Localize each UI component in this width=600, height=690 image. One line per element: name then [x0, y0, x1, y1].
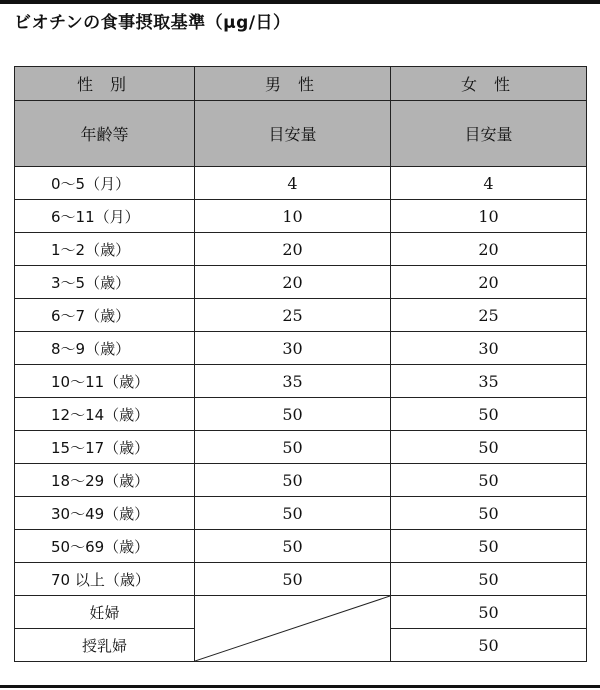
male-value-cell: 50 [195, 563, 391, 596]
header-row-sex [15, 67, 587, 101]
female-value-cell: 50 [391, 530, 587, 563]
age-cell: 6～7（歳） [15, 299, 195, 332]
male-value-cell: 35 [195, 365, 391, 398]
table-row [15, 266, 587, 299]
age-cell: 6～11（月） [15, 200, 195, 233]
female-value-cell: 10 [391, 200, 587, 233]
table-row [15, 563, 587, 596]
header-sex: 性 別 [15, 67, 195, 101]
biotin-intake-table [14, 66, 587, 662]
pregnant-female-value-cell: 50 [391, 596, 587, 629]
header-female: 女 性 [391, 67, 587, 101]
male-value-cell: 50 [195, 431, 391, 464]
male-value-cell: 25 [195, 299, 391, 332]
header-row-measure [15, 101, 587, 167]
age-cell: 70 以上（歳） [15, 563, 195, 596]
female-value-cell: 50 [391, 497, 587, 530]
table-row [15, 167, 587, 200]
diagonal-slash-icon [195, 596, 390, 661]
female-value-cell: 50 [391, 563, 587, 596]
age-cell: 0～5（月） [15, 167, 195, 200]
age-cell: 12～14（歳） [15, 398, 195, 431]
female-value-cell: 50 [391, 398, 587, 431]
table-row [15, 365, 587, 398]
pregnant-label-cell: 妊婦 [15, 596, 195, 629]
male-value-cell: 30 [195, 332, 391, 365]
table-row [15, 233, 587, 266]
bottom-rule [0, 685, 600, 688]
female-value-cell: 30 [391, 332, 587, 365]
header-age-group: 年齢等 [15, 101, 195, 167]
table-row [15, 497, 587, 530]
male-value-cell: 10 [195, 200, 391, 233]
top-rule [0, 0, 600, 4]
age-cell: 1～2（歳） [15, 233, 195, 266]
table-row [15, 464, 587, 497]
age-cell: 8～9（歳） [15, 332, 195, 365]
male-value-cell: 50 [195, 464, 391, 497]
age-cell: 10～11（歳） [15, 365, 195, 398]
female-value-cell: 25 [391, 299, 587, 332]
female-value-cell: 20 [391, 233, 587, 266]
table-row [15, 200, 587, 233]
header-male: 男 性 [195, 67, 391, 101]
male-value-cell: 50 [195, 497, 391, 530]
female-value-cell: 35 [391, 365, 587, 398]
age-cell: 18～29（歳） [15, 464, 195, 497]
table-row [15, 398, 587, 431]
female-value-cell: 50 [391, 464, 587, 497]
age-cell: 50～69（歳） [15, 530, 195, 563]
table-row [15, 299, 587, 332]
age-cell: 15～17（歳） [15, 431, 195, 464]
male-value-cell: 50 [195, 398, 391, 431]
male-value-cell: 4 [195, 167, 391, 200]
lactating-female-value-cell: 50 [391, 629, 587, 662]
male-value-cell: 20 [195, 266, 391, 299]
not-applicable-cell [195, 596, 391, 662]
female-value-cell: 4 [391, 167, 587, 200]
age-cell: 3～5（歳） [15, 266, 195, 299]
age-cell: 30～49（歳） [15, 497, 195, 530]
table-row-pregnant [15, 596, 587, 629]
table-row [15, 530, 587, 563]
female-value-cell: 20 [391, 266, 587, 299]
header-female-adequate-intake: 目安量 [391, 101, 587, 167]
intake-table-container [14, 66, 586, 662]
female-value-cell: 50 [391, 431, 587, 464]
header-male-adequate-intake: 目安量 [195, 101, 391, 167]
lactating-label-cell: 授乳婦 [15, 629, 195, 662]
document-title: ビオチンの食事摂取基準（μg/日） [14, 13, 291, 33]
table-row [15, 332, 587, 365]
male-value-cell: 20 [195, 233, 391, 266]
table-row [15, 431, 587, 464]
male-value-cell: 50 [195, 530, 391, 563]
